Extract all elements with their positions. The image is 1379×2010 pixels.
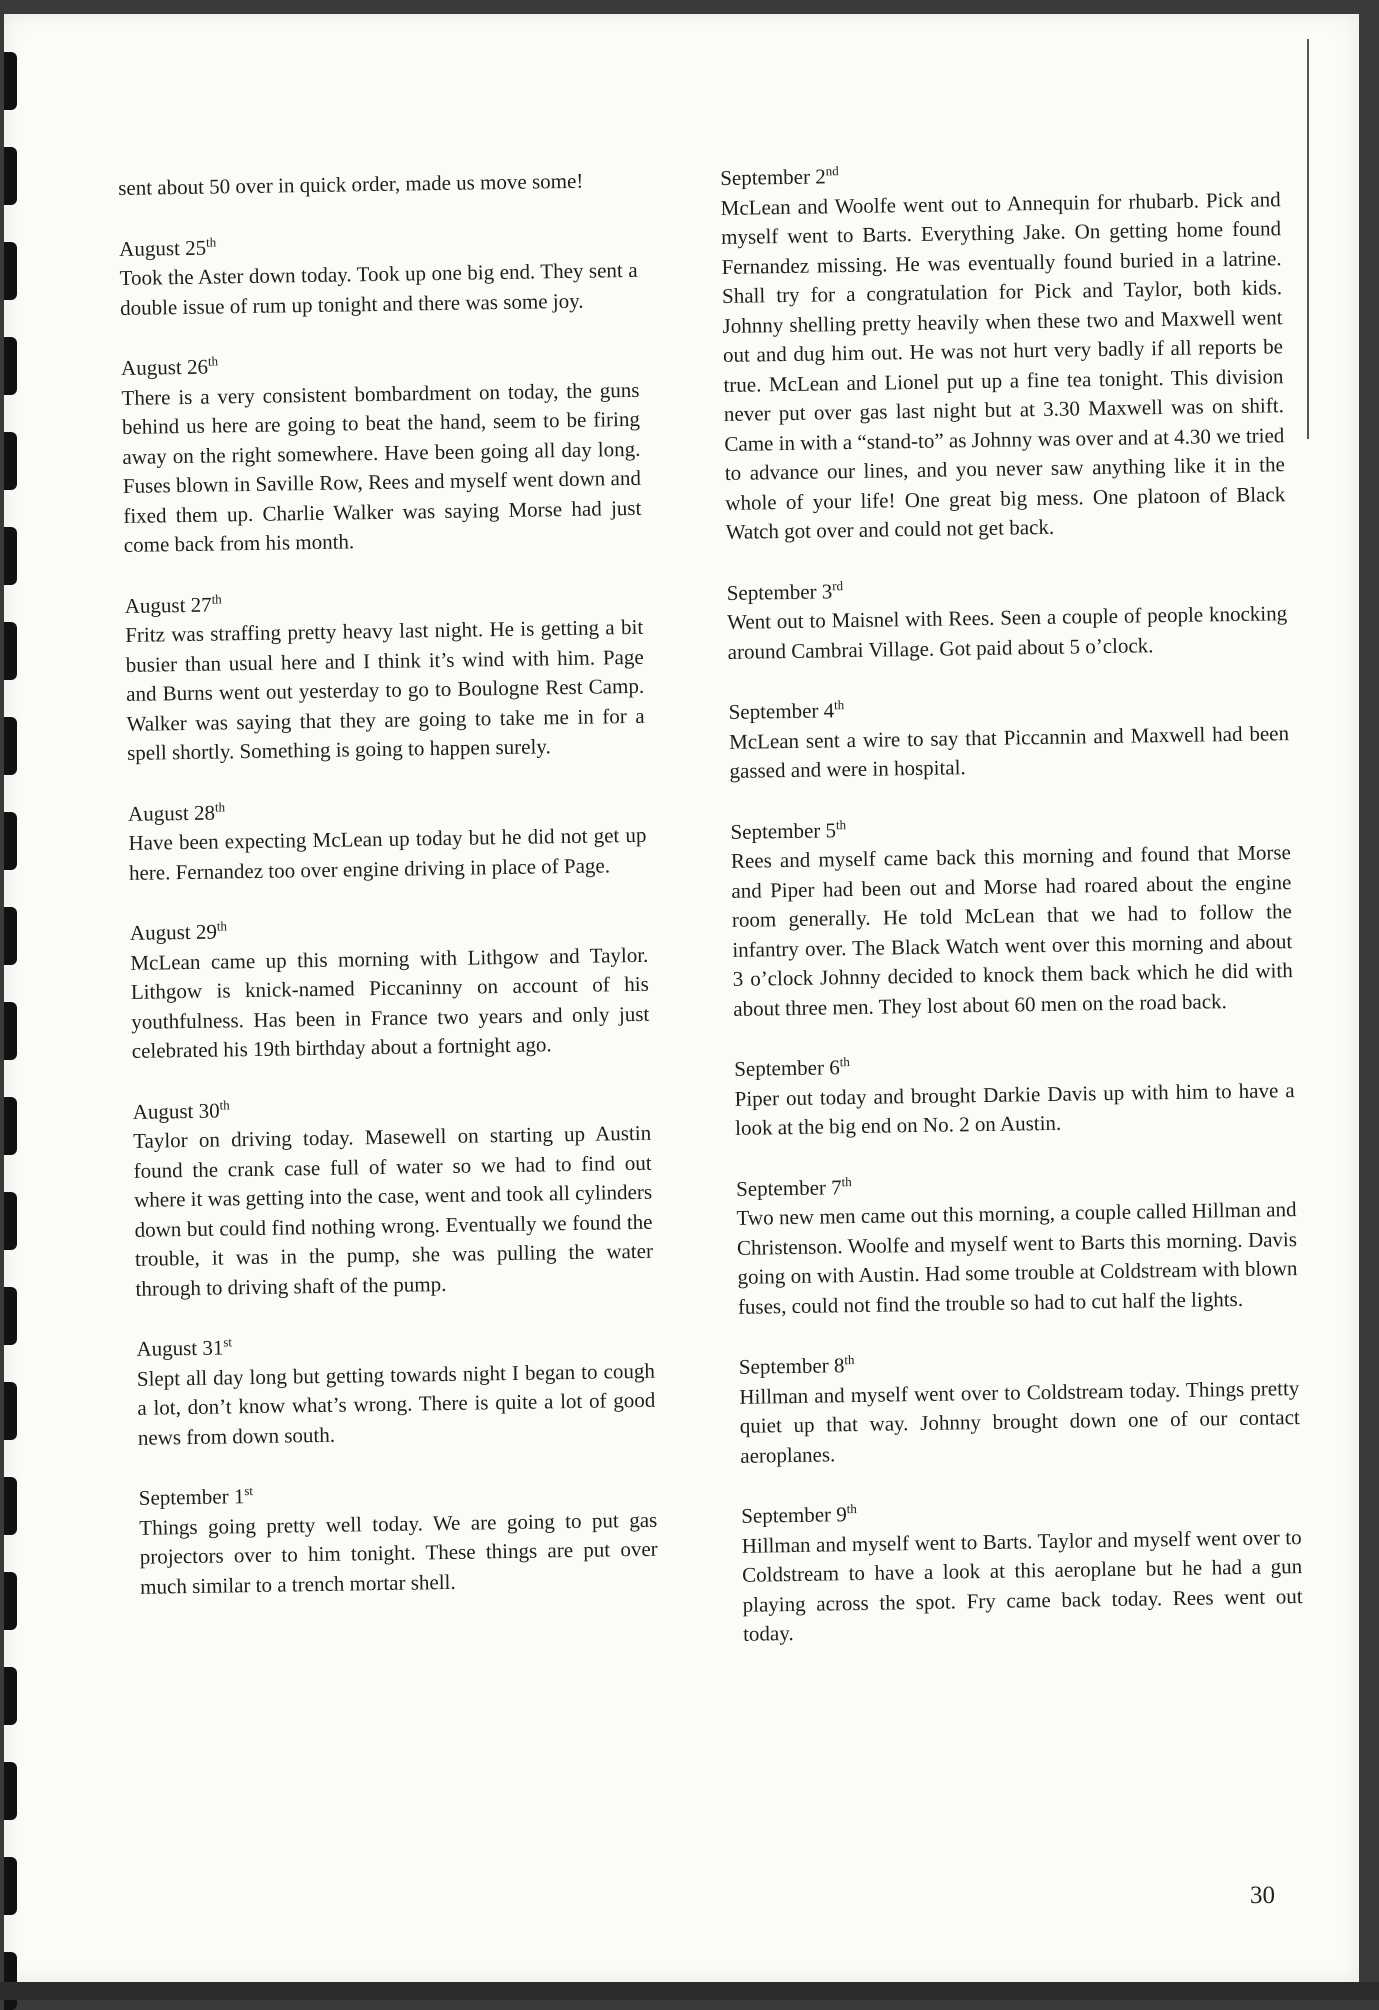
entry-date-ordinal: nd xyxy=(825,163,839,179)
page-edge-shadow xyxy=(1307,39,1309,439)
diary-entry xyxy=(730,809,1293,1024)
entry-text: Have been expecting McLean up today but he did not get up here. Fernandez too over engine driving in place of Page. xyxy=(128,822,647,885)
binding-ring xyxy=(4,527,17,585)
binding-ring xyxy=(4,1097,17,1155)
diary-entry xyxy=(128,791,647,888)
entry-text: Took the Aster down today. Took up one big end. They sent a double issue of rum up tonight and there was some joy. xyxy=(119,257,638,320)
binding-ring xyxy=(4,907,17,965)
entry-text: Taylor on driving today. Masewell on starting up Austin found the crank case full of water so we had to find out where it was getting into the case, went and took all cylinders down but could find nothing wrong. Eventually we found the trouble, it was in the pump, she was pulling the water through to driving shaft of the pump. xyxy=(133,1120,654,1301)
binding-ring xyxy=(4,1572,17,1630)
spiral-binding xyxy=(4,34,20,1994)
entry-date-text: August 30 xyxy=(132,1098,220,1124)
entry-text: McLean sent a wire to say that Piccannin and Maxwell had been gassed and were in hospital. xyxy=(728,720,1290,783)
binding-ring xyxy=(4,1667,17,1725)
entry-date-text: September 3 xyxy=(726,578,833,605)
binding-ring xyxy=(4,1952,17,2010)
entry-date-ordinal: rd xyxy=(832,577,844,593)
document-page xyxy=(4,14,1359,1982)
entry-date-text: September 7 xyxy=(735,1174,842,1201)
binding-ring xyxy=(4,622,17,680)
binding-ring xyxy=(4,242,17,300)
entry-date-text: September 4 xyxy=(728,698,835,724)
entry-date-ordinal: th xyxy=(839,1054,850,1070)
binding-ring xyxy=(4,717,17,775)
binding-ring xyxy=(4,1382,17,1440)
entry-date-text: September 2 xyxy=(720,164,826,190)
entry-text: Slept all day long but getting towards night I began to cough a lot, don’t know what’s wrong. There is quite a lot of good news from down south. xyxy=(136,1358,656,1450)
entry-text: Piper out today and brought Darkie Davis up with him to have a look at the big end on No. 2 on Austin. xyxy=(734,1077,1295,1140)
diary-entry xyxy=(118,166,636,204)
right-column xyxy=(720,155,1304,1680)
diary-entry xyxy=(119,226,638,323)
entry-date-ordinal: th xyxy=(846,1501,857,1517)
diary-entry xyxy=(739,1344,1301,1471)
entry-text: Hillman and myself went over to Coldstream today. Things pretty quiet up that way. Johnny brought down one of our contact aeroplanes. xyxy=(739,1375,1300,1468)
entry-text: Hillman and myself went to Barts. Taylor and myself went over to Coldstream to have a look at this aeroplane but he had a gun playing across the spot. Fry came back today. Rees went out today. xyxy=(741,1524,1303,1646)
entry-date-ordinal: th xyxy=(216,918,228,934)
entry-date-ordinal: th xyxy=(205,233,217,250)
binding-ring xyxy=(4,1477,17,1535)
binding-ring xyxy=(4,1192,17,1250)
binding-ring xyxy=(4,1857,17,1915)
diary-entry xyxy=(121,346,642,561)
entry-text: McLean and Woolfe went out to Annequin for rhubarb. Pick and myself went to Barts. Everything Jake. On getting home found Fernandez missing. He was eventually found buried in a latrine. Shall try for a congratulation for Pick and Taylor, both kids. Johnny shelling pretty heavily when these two and Maxwell went out and dug him out. He was not hurt very badly if all reports be true. McLean and Lionel put up a fine tea tonight. This division never put over gas last night but at 3.30 Maxwell was on shift. Came in with a “stand-to” as Johnny was over and at 4.30 we tried to advance our lines, and you never saw anything like it in the whole of your life! One great big mess. One platoon of Black Watch got over and could not get back. xyxy=(720,186,1286,544)
diary-entry xyxy=(741,1493,1303,1649)
entry-date-ordinal: st xyxy=(223,1334,233,1350)
entry-date-ordinal: th xyxy=(207,353,219,369)
diary-entry xyxy=(720,155,1286,547)
entry-date-text: August 27 xyxy=(124,592,212,618)
binding-ring xyxy=(4,1002,17,1060)
entry-date-text: September 8 xyxy=(738,1353,845,1379)
entry-text: Two new men came out this morning, a couple called Hillman and Christenson. Woolfe and myself went to Barts this morning. Davis going on with Austin. Had some trouble at Coldstream with blown fuses, could not find the trouble so had to cut half the lights. xyxy=(736,1197,1298,1319)
diary-entry xyxy=(728,689,1289,786)
binding-ring xyxy=(4,812,17,870)
entry-date-text: September 5 xyxy=(730,817,837,844)
diary-entry xyxy=(130,911,650,1067)
diary-entry xyxy=(125,583,646,768)
entry-date-ordinal: th xyxy=(835,816,847,832)
entry-date-text: September 1 xyxy=(138,1484,245,1510)
entry-date-text: August 29 xyxy=(129,919,218,945)
entry-date-text: August 31 xyxy=(136,1335,224,1361)
binding-ring xyxy=(4,52,17,110)
entry-date-ordinal: th xyxy=(841,1173,852,1189)
page-number: 30 xyxy=(1250,1882,1275,1909)
scan-bottom-edge xyxy=(0,1982,1379,2000)
entry-date-text: August 25 xyxy=(118,235,207,261)
entry-date-ordinal: th xyxy=(211,590,222,607)
entry-date-ordinal: th xyxy=(214,798,226,815)
entry-text: McLean came up this morning with Lithgow and Taylor. Lithgow is knick-named Piccaninny on account of his youthfulness. Has been in France two years and only just celebrated his 19th birthday about a fortnight ago. xyxy=(130,942,650,1063)
entry-text: Things going pretty well today. We are going to put gas projectors over to him tonight. These things are put over much similar to a trench mortar shell. xyxy=(139,1507,658,1599)
entry-date-text: August 26 xyxy=(120,354,209,380)
binding-ring xyxy=(4,337,17,395)
entry-date-ordinal: th xyxy=(833,697,845,713)
binding-ring xyxy=(4,1762,17,1820)
entry-date-text: September 9 xyxy=(741,1502,847,1528)
binding-ring xyxy=(4,432,17,490)
diary-entry xyxy=(736,1166,1298,1322)
diary-entry xyxy=(727,570,1288,667)
entry-text: sent about 50 over in quick order, made us move some! xyxy=(118,168,584,200)
entry-date-ordinal: th xyxy=(844,1352,855,1368)
entry-date-ordinal: st xyxy=(244,1483,254,1499)
entry-text: There is a very consistent bombardment on today, the guns behind us here are going to beat the hand, seem to be firing away on the right somewhere. Have been going all day long. Fuses blown in Saville Row, Rees and myself went down and fixed them up. Charlie Walker was saying Morse had just come back from his month. xyxy=(121,377,642,557)
diary-entry xyxy=(734,1046,1295,1143)
diary-entry xyxy=(133,1089,654,1304)
diary-entry xyxy=(136,1327,656,1453)
entry-text: Went out to Maisnel with Rees. Seen a couple of people knocking around Cambrai Village. Got paid about 5 o’clock. xyxy=(727,601,1288,664)
entry-date-text: September 6 xyxy=(734,1055,840,1081)
binding-ring xyxy=(4,147,17,205)
binding-ring xyxy=(4,1287,17,1345)
entry-date-ordinal: th xyxy=(219,1096,230,1113)
entry-date-text: August 28 xyxy=(127,800,216,826)
entry-text: Fritz was straffing pretty heavy last night. He is getting a bit busier than usual here and I think it’s wind with him. Page and Burns went out yesterday to go to Boulogne Rest Camp. Walker was saying that they are going to take me in for a spell shortly. Something is going to happen surely. xyxy=(125,614,645,765)
diary-entry xyxy=(139,1476,659,1602)
entry-text: Rees and myself came back this morning and found that Morse and Piper had been out and Morse had roared about the engine room generally. He told McLean that we had to follow the infantry over. The Black Watch went over this morning and about 3 o’clock Johnny decided to knock them back which he did with about three men. They lost about 60 men on the road back. xyxy=(730,840,1293,1021)
left-column xyxy=(118,166,659,1633)
